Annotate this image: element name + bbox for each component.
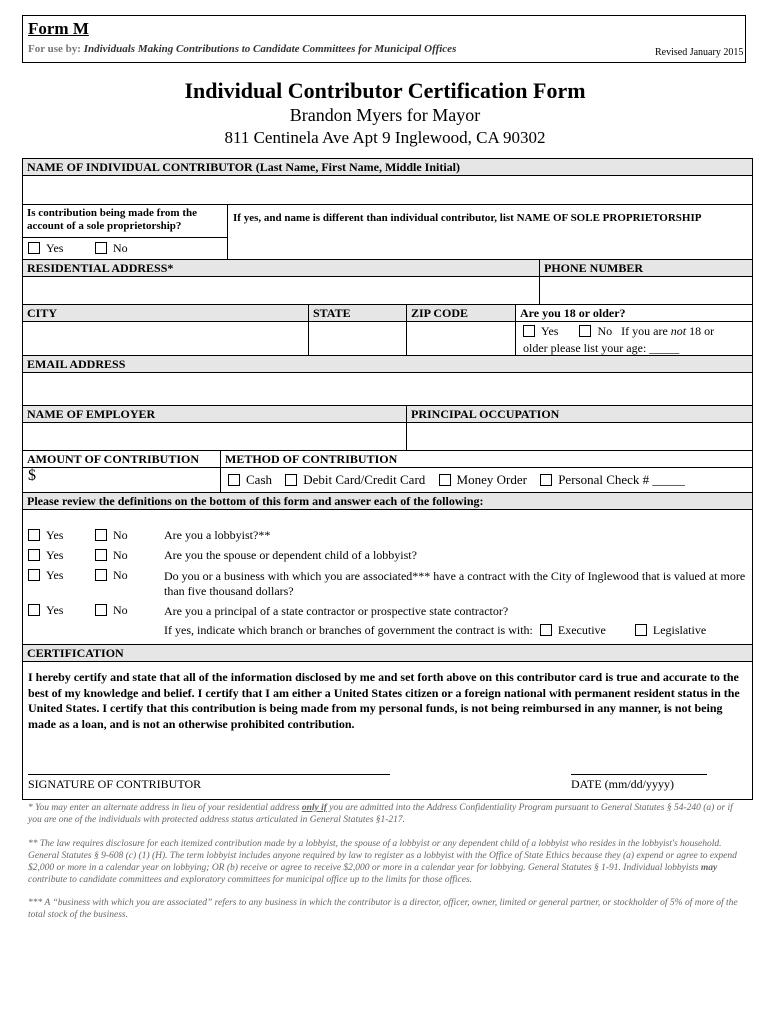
- checkbox[interactable]: [95, 529, 107, 541]
- age-no-label: No: [597, 324, 613, 338]
- use-by-label: For use by:: [28, 43, 81, 55]
- zip-header: ZIP CODE: [406, 304, 516, 322]
- checkbox[interactable]: [28, 242, 40, 254]
- signature-line[interactable]: [28, 774, 390, 775]
- employer-input[interactable]: [22, 422, 407, 451]
- footnote-address: * You may enter an alternate address in lieu of your residential address only if you are admitted into the Address Confidentiality Program pursuant to General Statutes § 54-240 (a) or if you are one of the individuals with protected address status articulated in General Statutes §1-217.: [28, 803, 733, 825]
- certification-header: CERTIFICATION: [22, 644, 753, 662]
- state-header: STATE: [308, 304, 407, 322]
- branch-executive[interactable]: Executive: [540, 623, 606, 637]
- form-header-box: [22, 15, 746, 63]
- age-options: Yes No If you are not 18 or: [523, 324, 714, 339]
- email-header: EMAIL ADDRESS: [22, 355, 753, 373]
- checkbox[interactable]: [540, 474, 552, 486]
- dollar-sign: $: [28, 467, 36, 484]
- q2-yes[interactable]: Yes: [28, 548, 63, 563]
- age-header: Are you 18 or older?: [515, 304, 753, 322]
- committee-name: Brandon Myers for Mayor: [289, 105, 481, 125]
- revised-date: Revised January 2015: [655, 47, 744, 58]
- q4-no[interactable]: No: [95, 603, 128, 618]
- checkbox[interactable]: [28, 529, 40, 541]
- checkbox[interactable]: [95, 569, 107, 581]
- certification-text: I hereby certify and state that all of the information disclosed by me and set forth above on this contributor card is true and accurate to the best of my knowledge and belief. I certify that I am either a United States citizen or a foreign national with permanent resident status in the United States. I certify that this contribution is being made from my personal funds, is not being reimbursed in any manner, is not being made as a loan, and is not an otherwise prohibited contribution.: [28, 670, 740, 731]
- footnote-lobbyist: ** The law requires disclosure for each itemized contribution made by a lobbyist, the spouse of a lobbyist or any dependent child of a lobbyist who resides in the lobbyist's household. General Statutes § 9-608 (c) (1) (H). The term lobbyist includes anyone required by law to register as a lobbyist with the Office of State Ethics because they (a) expend or agree to expend $2,000 or more in a calendar year on lobbying; OR (b) receive or agree to receive $2,000 or more in a calendar year for lobbying. General Statutes § 1-91. Individual lobbyists may contribute to candidate committees and exploratory committees for municipal office up to the limits for those offices.: [28, 839, 737, 885]
- checkbox[interactable]: [285, 474, 297, 486]
- city-input[interactable]: [22, 321, 309, 356]
- checkbox[interactable]: [540, 624, 552, 636]
- phone-input[interactable]: [539, 276, 753, 305]
- address-input[interactable]: [22, 276, 540, 305]
- zip-input[interactable]: [406, 321, 516, 356]
- checkbox[interactable]: [95, 604, 107, 616]
- method-options: [228, 472, 685, 488]
- checkbox[interactable]: [579, 325, 591, 337]
- review-header: Please review the definitions on the bottom of this form and answer each of the following:: [22, 492, 753, 510]
- branch-question: If yes, indicate which branch or branches of government the contract is with: Executive Legislative: [164, 623, 707, 637]
- amount-header: AMOUNT OF CONTRIBUTION: [22, 450, 221, 468]
- checkbox[interactable]: [439, 474, 451, 486]
- email-input[interactable]: [22, 372, 753, 406]
- q3-yes[interactable]: Yes: [28, 568, 63, 583]
- q4-yes[interactable]: Yes: [28, 603, 63, 618]
- form-id: Form M: [28, 19, 89, 38]
- name-header: NAME OF INDIVIDUAL CONTRIBUTOR (Last Name, First Name, Middle Initial): [22, 158, 753, 176]
- state-input[interactable]: [308, 321, 407, 356]
- employer-header: NAME OF EMPLOYER: [22, 405, 407, 423]
- question-state-contractor: Are you a principal of a state contractor or prospective state contractor?: [164, 604, 509, 618]
- occupation-input[interactable]: [406, 422, 753, 451]
- question-lobbyist: Are you a lobbyist?**: [164, 528, 271, 542]
- use-by-line: [28, 43, 456, 55]
- occupation-header: PRINCIPAL OCCUPATION: [406, 405, 753, 423]
- method-header: METHOD OF CONTRIBUTION: [220, 450, 753, 468]
- checkbox[interactable]: [228, 474, 240, 486]
- age-yes-label: Yes: [541, 324, 559, 338]
- form-title: Individual Contributor Certification Form: [184, 78, 586, 103]
- q3-no[interactable]: No: [95, 568, 128, 583]
- checkbox[interactable]: [523, 325, 535, 337]
- checkbox[interactable]: [95, 549, 107, 561]
- phone-header: PHONE NUMBER: [539, 259, 753, 277]
- sole-prop-question: Is contribution being made from the account of a sole proprietorship?: [27, 207, 197, 232]
- question-contract: Do you or a business with which you are associated*** have a contract with the City of Inglewood that is valued at more than five thousand dollars?: [164, 569, 746, 598]
- q2-no[interactable]: No: [95, 548, 128, 563]
- name-input[interactable]: [22, 175, 753, 205]
- checkbox[interactable]: [28, 569, 40, 581]
- q1-yes[interactable]: Yes: [28, 528, 63, 543]
- age-note-line2: older please list your age: _____: [523, 341, 680, 355]
- address-header: RESIDENTIAL ADDRESS*: [22, 259, 540, 277]
- amount-input[interactable]: [22, 467, 221, 493]
- date-label: DATE (mm/dd/yyyy): [571, 777, 674, 791]
- method-cash[interactable]: Cash: [228, 472, 272, 487]
- checkbox[interactable]: [28, 549, 40, 561]
- branch-legislative[interactable]: Legislative: [635, 623, 706, 637]
- q1-no[interactable]: No: [95, 528, 128, 543]
- footnote-business: *** A “business with which you are associated” refers to any business in which the contributor is a director, officer, owner, limited or general partner, or stockholder of 5% of more of the total stock of the business.: [28, 898, 738, 920]
- checkbox[interactable]: [28, 604, 40, 616]
- date-line[interactable]: [571, 774, 707, 775]
- sole-prop-no[interactable]: No: [95, 241, 128, 256]
- sole-prop-yes[interactable]: Yes: [28, 241, 63, 256]
- sole-prop-name-label: If yes, and name is different than individual contributor, list NAME OF SOLE PROPRIETORSHIP: [233, 212, 702, 224]
- method-check[interactable]: Personal Check # _____: [540, 472, 685, 487]
- checkbox[interactable]: [635, 624, 647, 636]
- checkbox[interactable]: [95, 242, 107, 254]
- method-card[interactable]: Debit Card/Credit Card: [285, 472, 425, 487]
- use-by-text: Individuals Making Contributions to Candidate Committees for Municipal Offices: [83, 43, 457, 55]
- signature-label: SIGNATURE OF CONTRIBUTOR: [28, 777, 202, 791]
- method-money-order[interactable]: Money Order: [439, 472, 527, 487]
- committee-address: 811 Centinela Ave Apt 9 Inglewood, CA 90302: [224, 128, 546, 147]
- city-header: CITY: [22, 304, 309, 322]
- question-spouse: Are you the spouse or dependent child of a lobbyist?: [164, 548, 417, 562]
